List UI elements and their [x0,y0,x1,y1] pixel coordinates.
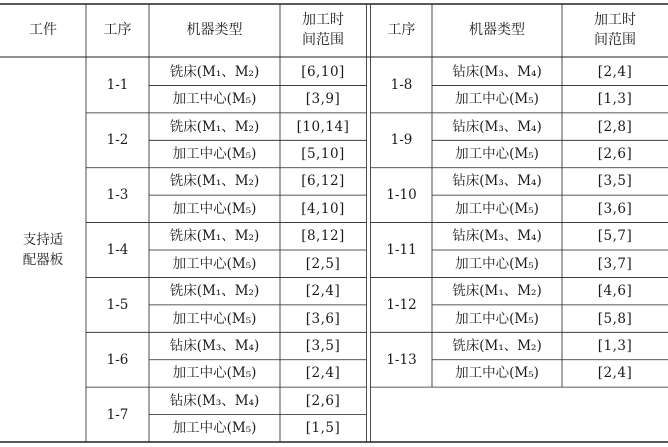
process-cell: 1-13 [386,351,417,368]
time-range-cell: [2,4] [305,365,341,382]
machine-type-cell: 加工中心(M₅) [455,310,539,327]
machine-type-cell: 铣床(M₁、M₂) [452,338,542,354]
machine-type-cell: 加工中心(M₅) [455,145,539,162]
header-machine-type-right: 机器类型 [469,22,525,38]
header-time-range-right [562,4,668,56]
time-range-cell: [1,3] [597,338,633,354]
header-time-range-line2: 间范围 [594,32,636,48]
header-time-range-left [280,4,366,56]
header-time-range-line2: 间范围 [302,32,344,48]
machine-type-cell: 钻床(M₃、M₄) [452,173,542,190]
machine-type-cell: 加工中心(M₅) [455,365,539,382]
time-range-cell: [2,6] [305,392,341,409]
machine-type-cell: 铣床(M₁、M₂) [169,173,260,190]
process-cell: 1-11 [386,242,417,258]
process-cell: 1-5 [106,296,129,313]
time-range-cell: [5,10] [301,145,345,162]
process-cell: 1-1 [106,77,129,94]
process-cell: 1-10 [386,187,417,204]
machine-type-cell: 加工中心(M₅) [455,91,539,108]
process-cell: 1-12 [386,296,417,313]
machine-type-cell: 加工中心(M₅) [455,200,539,217]
machine-type-cell: 钻床(M₃、M₄) [452,228,542,245]
time-range-cell: [2,8] [597,118,633,135]
time-range-cell: [3,7] [597,255,633,272]
time-range-cell: [5,7] [597,228,633,245]
time-range-cell: [4,6] [597,283,633,300]
machine-type-cell: 加工中心(M₅) [172,255,257,272]
time-range-cell: [2,4] [597,63,633,80]
time-range-cell: [2,6] [597,145,633,162]
time-range-cell: [1,3] [597,91,633,108]
process-cell: 1-8 [390,77,413,94]
machine-type-cell: 铣床(M₁、M₂) [169,63,260,80]
time-range-cell: [2,5] [305,255,341,272]
process-cell: 1-2 [106,132,129,149]
workpiece-name-line2: 配器板 [22,252,64,268]
header-time-range-line1: 加工时 [302,12,344,28]
machine-type-cell: 钻床(M₃、M₄) [452,63,542,80]
process-cell: 1-9 [390,132,413,149]
time-range-cell: [2,4] [305,283,341,300]
time-range-cell: [3,5] [597,173,633,190]
header-process-right: 工序 [387,22,416,38]
machine-type-cell: 钻床(M₃、M₄) [169,392,260,409]
machine-type-cell: 铣床(M₁、M₂) [169,118,260,135]
process-cell: 1-4 [106,242,129,258]
time-range-cell: [4,10] [301,200,345,217]
machine-type-cell: 钻床(M₃、M₄) [169,338,260,354]
machine-type-cell: 加工中心(M₅) [172,420,257,437]
time-range-cell: [3,5] [305,338,341,354]
machine-type-cell: 加工中心(M₅) [172,200,257,217]
time-range-cell: [5,8] [597,310,633,327]
machine-type-cell: 加工中心(M₅) [455,255,539,272]
machine-type-cell: 铣床(M₁、M₂) [452,283,542,300]
workpiece-name-line1: 支持适 [22,232,64,248]
machine-type-cell: 加工中心(M₅) [172,91,257,108]
header-time-range-line1: 加工时 [594,12,636,28]
time-range-cell: [8,12] [301,228,345,245]
workpiece-cell [0,58,86,442]
machine-type-cell: 加工中心(M₅) [172,365,257,382]
header-machine-type-left: 机器类型 [186,22,243,38]
machine-type-cell: 铣床(M₁、M₂) [169,228,260,245]
time-range-cell: [6,12] [301,173,345,190]
machine-type-cell: 加工中心(M₅) [172,145,257,162]
process-cell: 1-7 [106,406,129,423]
time-range-cell: [3,6] [305,310,341,327]
header-workpiece: 工件 [29,22,57,38]
time-range-cell: [3,6] [597,200,633,217]
time-range-cell: [1,5] [305,420,341,437]
time-range-cell: [3,9] [305,91,341,108]
process-cell: 1-3 [106,187,129,204]
machine-type-cell: 钻床(M₃、M₄) [452,118,542,135]
machine-type-cell: 加工中心(M₅) [172,310,257,327]
time-range-cell: [2,4] [597,365,633,382]
machine-type-cell: 铣床(M₁、M₂) [169,283,260,300]
header-process-left: 工序 [103,22,132,38]
process-cell: 1-6 [106,351,129,368]
time-range-cell: [6,10] [301,63,345,80]
time-range-cell: [10,14] [296,118,350,135]
